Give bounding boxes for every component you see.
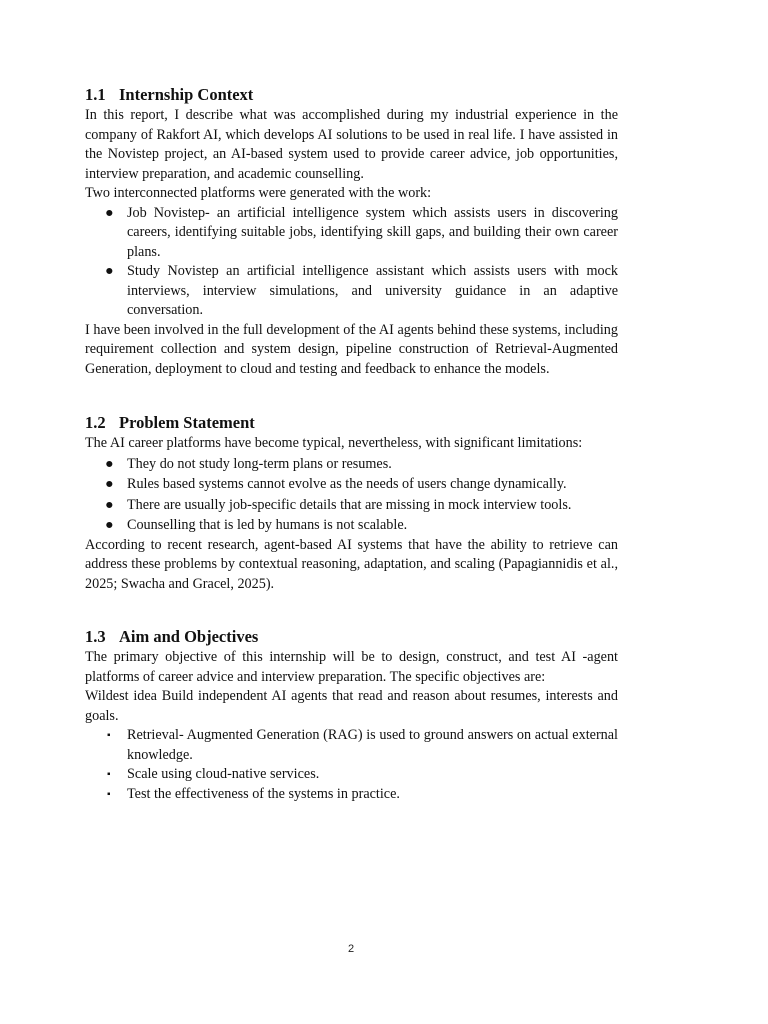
section-spacer bbox=[85, 594, 618, 626]
section-title: Internship Context bbox=[119, 85, 254, 104]
bullet-icon: ▪ bbox=[107, 730, 111, 741]
bullet-list bbox=[85, 204, 618, 321]
paragraph: According to recent research, agent-based AI systems that have the ability to retrieve can address these problems by contextual reasoning, adaptation, and scaling (Papagiannidis et al., 2025; Swacha and Gracel, 2025). bbox=[85, 536, 618, 592]
section-spacer bbox=[85, 379, 618, 412]
bullet-icon: ● bbox=[105, 496, 114, 513]
section-heading bbox=[85, 412, 618, 434]
bullet-icon: ▪ bbox=[107, 769, 111, 780]
list-item-text: Study Novistep an artificial intelligence assistant which assists users with mock interviews, interview simulations, and university guidance in an adaptive conversation. bbox=[127, 263, 618, 318]
list-item-text: There are usually job-specific details that are missing in mock interview tools. bbox=[127, 496, 572, 513]
bullet-icon: ▪ bbox=[107, 788, 111, 800]
section-title: Problem Statement bbox=[119, 413, 255, 432]
paragraph: The AI career platforms have become typical, nevertheless, with significant limitations: bbox=[85, 435, 583, 451]
section-title: Aim and Objectives bbox=[119, 627, 259, 646]
list-item bbox=[85, 495, 618, 516]
paragraph: Two interconnected platforms were generated with the work: bbox=[85, 185, 432, 201]
page-number: 2 bbox=[347, 943, 355, 955]
list-item-text: Retrieval- Augmented Generation (RAG) is used to ground answers on actual external knowledge. bbox=[127, 727, 618, 763]
bullet-icon: ● bbox=[105, 517, 114, 533]
bullet-list bbox=[85, 726, 618, 804]
paragraph: Wildest idea Build independent AI agents that read and reason about resumes, interests and goals. bbox=[85, 688, 618, 724]
bullet-icon: ● bbox=[105, 455, 114, 472]
bullet-icon: ● bbox=[105, 204, 114, 221]
section-problem-statement bbox=[85, 412, 618, 594]
list-item bbox=[85, 765, 618, 785]
list-item bbox=[85, 515, 618, 536]
list-item-text: They do not study long-term plans or resumes. bbox=[127, 455, 392, 472]
section-number: 1.2 bbox=[85, 413, 106, 432]
list-item bbox=[85, 726, 618, 765]
document-page bbox=[85, 84, 618, 804]
list-item bbox=[85, 474, 618, 495]
list-item-text: Rules based systems cannot evolve as the needs of users change dynamically. bbox=[127, 476, 567, 492]
section-internship-context bbox=[85, 84, 618, 379]
list-item-text: Counselling that is led by humans is not scalable. bbox=[127, 517, 408, 533]
paragraph: The primary objective of this internship will be to design, construct, and test AI -agent platforms of career advice and interview preparation. The specific objectives are: bbox=[85, 649, 618, 685]
section-aim-and-objectives bbox=[85, 626, 618, 804]
section-heading bbox=[85, 84, 618, 106]
bullet-list bbox=[85, 454, 618, 536]
list-item-text: Test the effectiveness of the systems in practice. bbox=[127, 785, 400, 802]
list-item-text: Scale using cloud-native services. bbox=[127, 766, 320, 782]
paragraph: In this report, I describe what was accomplished during my industrial experience in the company of Rakfort AI, which develops AI solutions to be used in real life. I have assisted in the Novistep project, an AI-based system used to provide career advice, job opportunities, interview preparation, and academic counselling. bbox=[85, 107, 618, 182]
section-heading bbox=[85, 626, 618, 648]
list-item-text: Job Novistep- an artificial intelligence system which assists users in discovering careers, identifying suitable jobs, identifying skill gaps, and building their own career plans. bbox=[127, 204, 618, 260]
list-item bbox=[85, 262, 618, 321]
bullet-icon: ● bbox=[105, 476, 114, 492]
paragraph: I have been involved in the full development of the AI agents behind these systems, including requirement collection and system design, pipeline construction of Retrieval-Augmented Generation, deployment to cloud and testing and feedback to enhance the models. bbox=[85, 321, 618, 377]
section-number: 1.3 bbox=[85, 627, 106, 646]
list-item bbox=[85, 204, 618, 263]
list-item bbox=[85, 785, 618, 805]
section-number: 1.1 bbox=[85, 85, 106, 104]
bullet-icon: ● bbox=[105, 263, 114, 279]
list-item bbox=[85, 454, 618, 475]
